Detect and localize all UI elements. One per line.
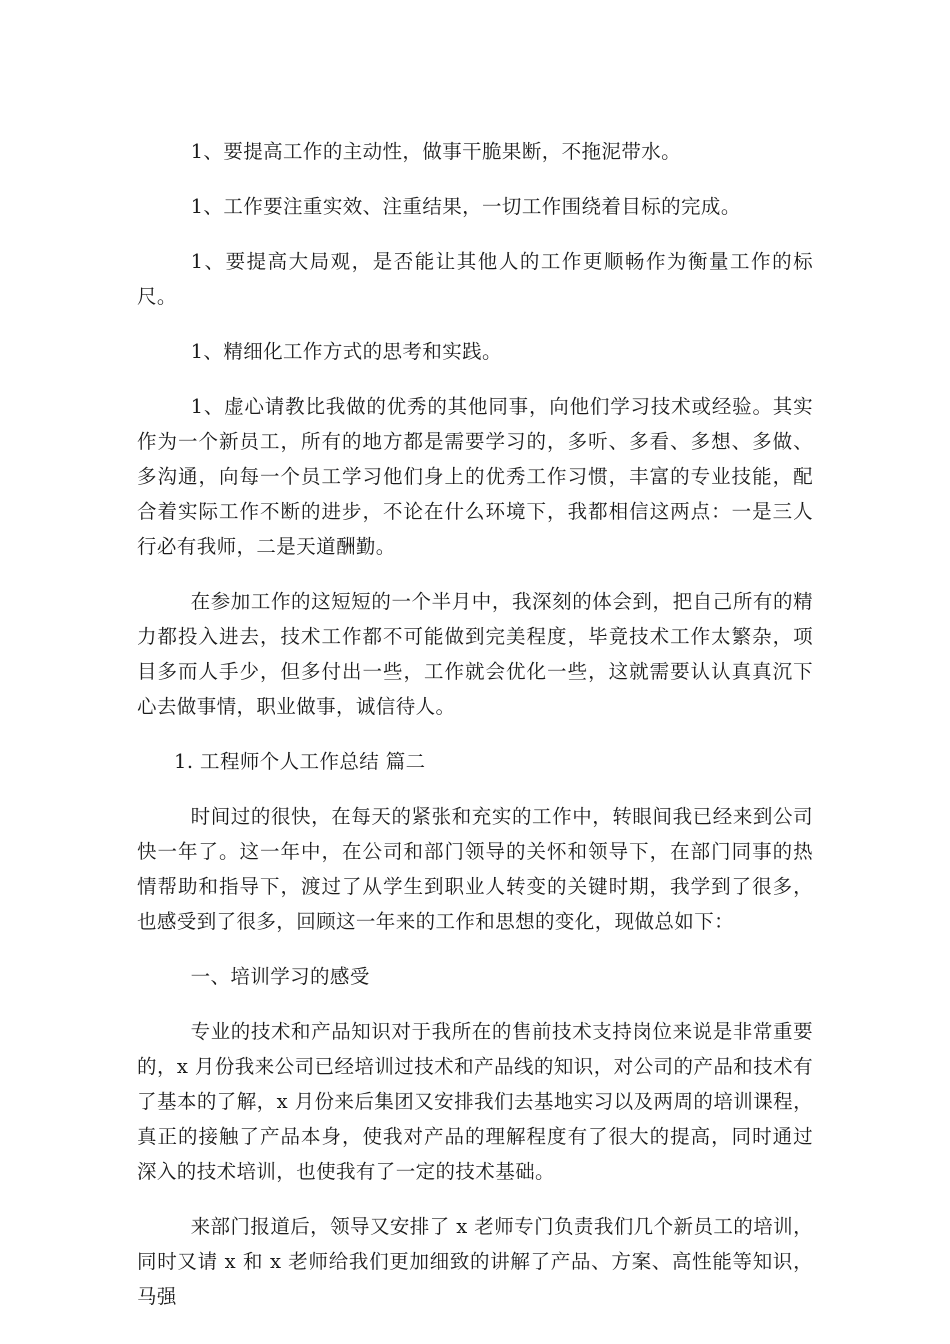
paragraph-5: 1、虚心请教比我做的优秀的其他同事，向他们学习技术或经验。其实作为一个新员工，所有的地方都是需要学习的，多听、多看、多想、多做、多沟通，向每一个员工学习他们身上的优秀工作习惯，丰富的专业技能，配合着实际工作不断的进步，不论在什么环境下，我都相信这两点：一是三人行必有我师，二是天道酬勤。 [137, 395, 813, 558]
paragraph-9: 来部门报道后，领导又安排了 x 老师专门负责我们几个新员工的培训，同时又请 x 和 x 老师给我们更加细致的讲解了产品、方案、高性能等知识，马强 [137, 1215, 813, 1308]
document-body [137, 134, 813, 1334]
paragraph-3: 1、要提高大局观，是否能让其他人的工作更顺畅作为衡量工作的标尺。 [137, 250, 813, 308]
subsection-title: 一、培训学习的感受 [190, 965, 370, 988]
paragraph-1: 1、要提高工作的主动性，做事干脆果断，不拖泥带水。 [190, 140, 682, 163]
paragraph-8: 专业的技术和产品知识对于我所在的售前技术支持岗位来说是非常重要的，x 月份我来公司已经培训过技术和产品线的知识，对公司的产品和技术有了基本的了解，x 月份来后集团又安排我们去基地实习以及两周的培训课程，真正的接触了产品本身，使我对产品的理解程度有了很大的提高，同时通过深入的技术培训，也使我有了一定的技术基础。 [137, 1020, 813, 1183]
paragraph-6: 在参加工作的这短短的一个半月中，我深刻的体会到，把自己所有的精力都投入进去，技术工作都不可能做到完美程度，毕竟技术工作太繁杂，项目多而人手少，但多付出一些，工作就会优化一些，这就需要认认真真沉下心去做事情，职业做事，诚信待人。 [137, 590, 813, 718]
paragraph-7: 时间过的很快，在每天的紧张和充实的工作中，转眼间我已经来到公司快一年了。这一年中，在公司和部门领导的关怀和领导下，在部门同事的热情帮助和指导下，渡过了从学生到职业人转变的关键时期，我学到了很多，也感受到了很多，回顾这一年来的工作和思想的变化，现做总如下： [137, 805, 813, 933]
paragraph-2: 1、工作要注重实效、注重结果，一切工作围绕着目标的完成。 [190, 195, 741, 218]
section-heading: 1. 工程师个人工作总结 篇二 [174, 750, 426, 773]
paragraph-4: 1、精细化工作方式的思考和实践。 [190, 340, 502, 363]
